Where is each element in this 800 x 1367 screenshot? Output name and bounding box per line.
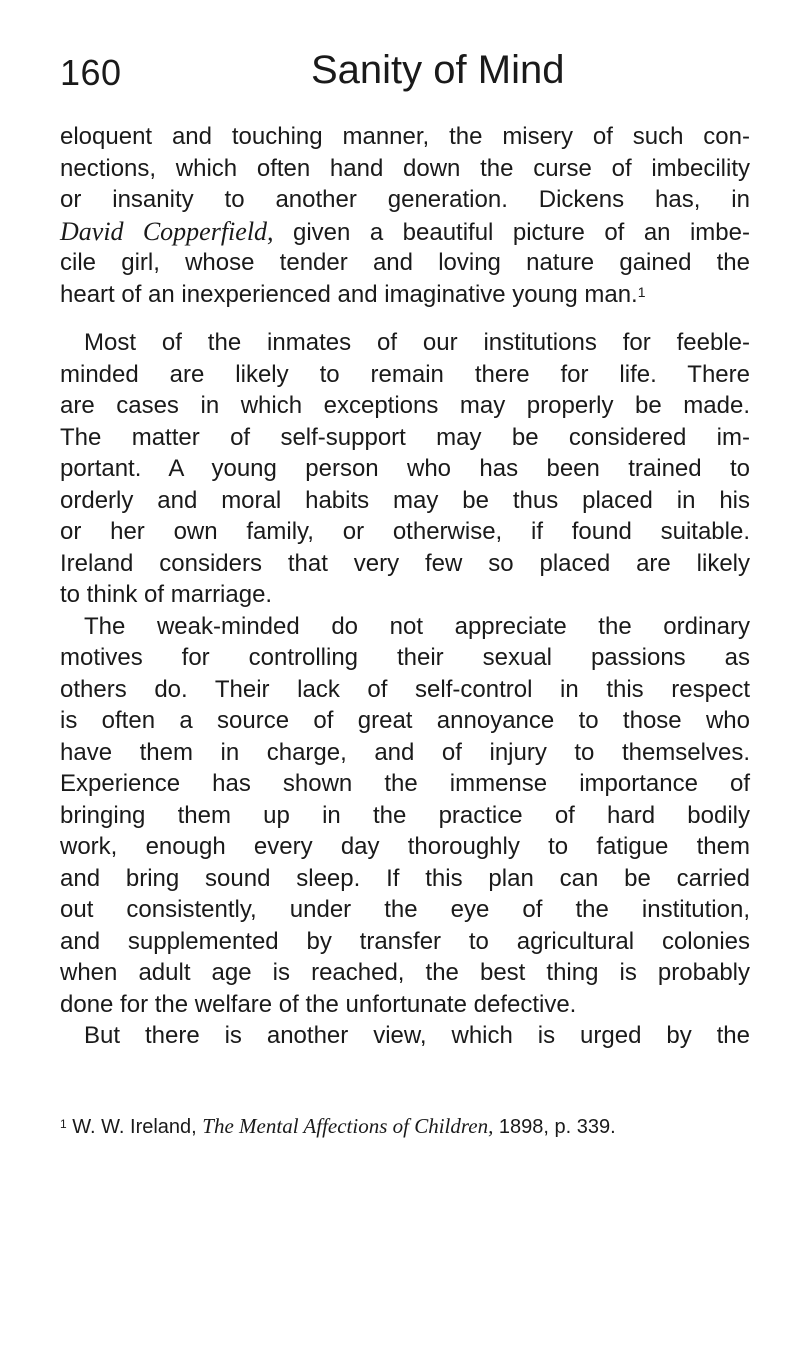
text-line: Experience has shown the immense importance of: [60, 770, 750, 797]
paragraph-gap: [60, 310, 750, 327]
text-line: done for the welfare of the unfortunate defective.: [60, 990, 577, 1018]
text-line: out consistently, under the eye of the institution,: [60, 896, 750, 923]
text-line: [60, 216, 750, 248]
text-line: and bring sound sleep. If this plan can be carried: [60, 864, 750, 892]
text-line: portant. A young person who has been trained to: [60, 455, 750, 482]
text-line: motives for controlling their sexual passions as: [60, 644, 750, 671]
text-line: have them in charge, and of injury to themselves.: [60, 738, 750, 766]
text-line: to think of marriage.: [60, 581, 273, 608]
text-line: minded are likely to remain there for life. There: [60, 360, 750, 388]
text-line: Most of the inmates of our institutions for feeble-: [84, 329, 750, 356]
text-line: The matter of self-support may be considered im-: [60, 423, 750, 451]
text-line: orderly and moral habits may be thus placed in his: [60, 486, 750, 514]
text-line: But there is another view, which is urged by the: [84, 1022, 750, 1049]
page-number: 160: [60, 52, 122, 93]
running-title: Sanity of Mind: [311, 48, 565, 92]
text-line: or her own family, or otherwise, if found suitable.: [60, 518, 750, 545]
footnote-reference: 1: [637, 283, 646, 300]
text-line: and supplemented by transfer to agricultural colonies: [60, 927, 750, 955]
footnote-author: W. W. Ireland,: [66, 1116, 203, 1138]
text-line: others do. Their lack of self-control in this respect: [60, 675, 750, 703]
text-run: given a beautiful picture of an imbe-: [273, 218, 750, 246]
text-line: bringing them up in the practice of hard bodily: [60, 801, 750, 829]
text-line: when adult age is reached, the best thing is probably: [60, 959, 750, 986]
running-head: [60, 48, 750, 104]
text-line: Ireland considers that very few so placed are likely: [60, 549, 750, 577]
text-line: eloquent and touching manner, the misery of such con-: [60, 123, 750, 150]
text-line: are cases in which exceptions may properly be made.: [60, 392, 750, 419]
footnote: [60, 1112, 750, 1141]
text-line: work, enough every day thoroughly to fatigue them: [60, 833, 750, 860]
text-line: or insanity to another generation. Dickens has, in: [60, 186, 750, 213]
footnote-book-title: The Mental Affections of Children,: [202, 1114, 494, 1138]
text-line: is often a source of great annoyance to those who: [60, 707, 750, 734]
footnote-mark: 1: [60, 1117, 67, 1131]
body-text: [60, 121, 750, 1052]
text-line: cile girl, whose tender and loving nature gained the: [60, 249, 750, 276]
book-title-italic: David Copperfield,: [60, 216, 274, 246]
text-line: nections, which often hand down the curse of imbecility: [60, 154, 750, 182]
text-line: [60, 279, 750, 311]
footnote-citation: 1898, p. 339.: [493, 1116, 616, 1138]
text-line: The weak-minded do not appreciate the ordinary: [84, 612, 750, 640]
text-run: heart of an inexperienced and imaginative young man.: [60, 280, 638, 308]
